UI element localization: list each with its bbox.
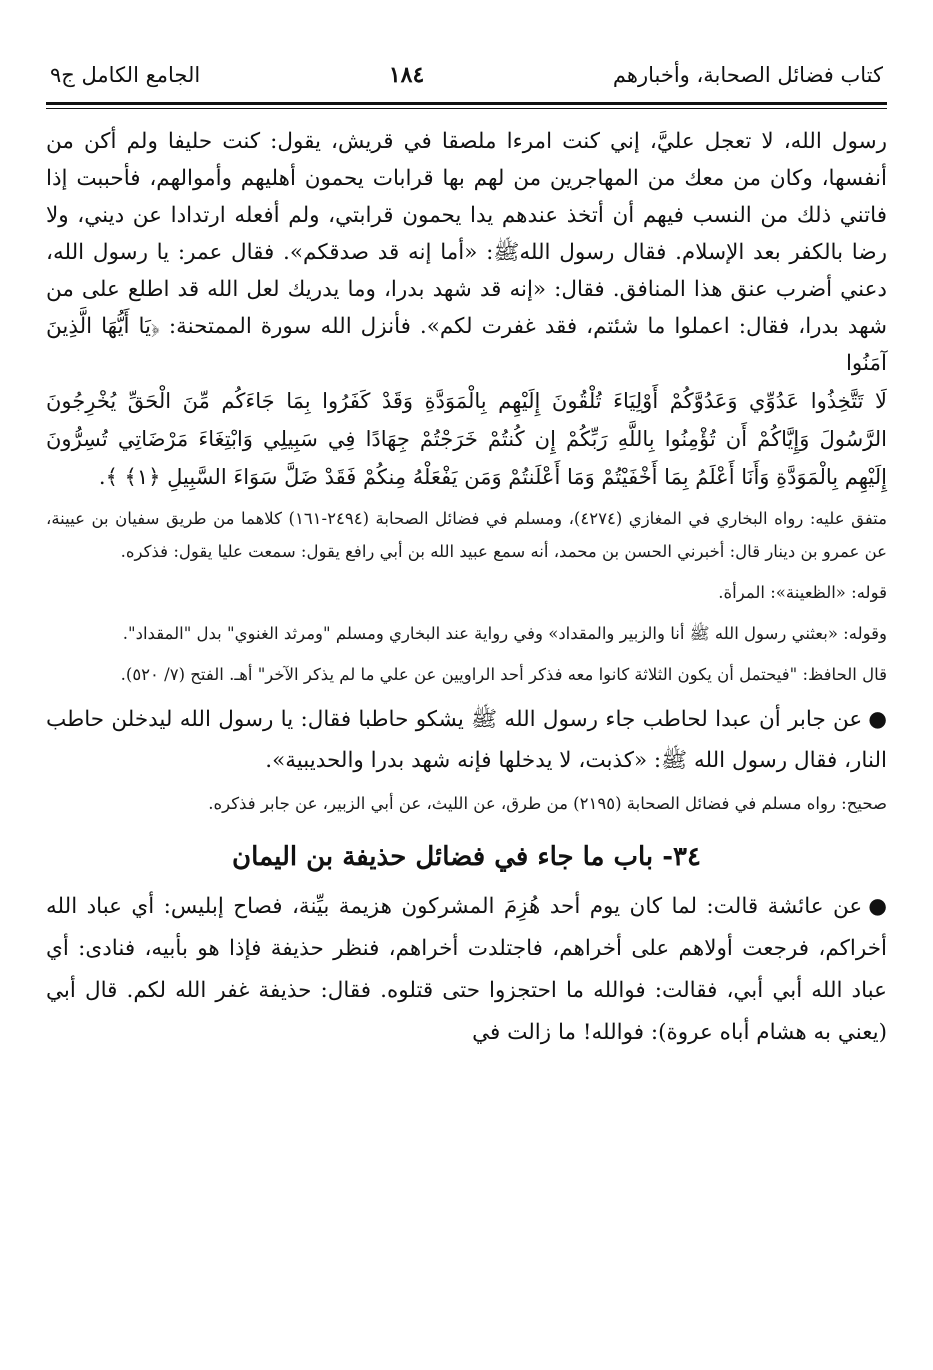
header-book-title: الجامع الكامل ج٩	[50, 63, 201, 87]
hadith-jabir	[46, 699, 887, 781]
hafiz-note: قال الحافظ: "فيحتمل أن يكون الثلاثة كانوا معه فذكر أحد الراويين عن علي ما لم يذكر الآخر" أهـ. الفتح (٧/ ٥٢٠).	[120, 665, 887, 684]
header-chapter-title: كتاب فضائل الصحابة، وأخبارهم	[612, 63, 883, 87]
page-number: ١٨٤	[388, 62, 425, 88]
main-paragraph: رسول الله، لا تعجل عليَّ، إني كنت امرءا ملصقا في قريش، يقول: كنت حليفا ولم أكن من أنفسها، وكان من معك من المهاجرين من لهم بها قرابات يحمون أهليهم وأموالهم، فأحببت إذا فاتني ذلك من النسب فيهم أن أتخذ عندهم يدا يحمون قرابتي، ولم أفعله ارتدادا عن ديني، ولا رضا بالكفر بعد الإسلام. فقال رسول اللهﷺ: «أما إنه قد صدقكم». فقال عمر: يا رسول الله، دعني أضرب عنق هذا المنافق. فقال: «إنه قد شهد بدرا، وما يدريك لعل الله قد اطلع على من شهد بدرا، فقال: اعملوا ما شئتم، فقد غفرت لكم». فأنزل الله سورة الممتحنة: ﴿يَا أَيُّهَا الَّذِينَ آمَنُوا	[46, 129, 887, 376]
gloss-note-riwaya: وقوله: «بعثني رسول الله ﷺ أنا والزبير والمقداد» وفي رواية عند البخاري ومسلم "ومرثد الغنوي" بدل "المقداد".	[122, 624, 887, 643]
hadith-aisha-text: عن عائشة قالت: لما كان يوم أحد هُزِمَ المشركون هزيمة بيِّنة، فصاح إبليس: أي عباد الله أخراكم، فرجعت أولاهم على أخراهم، فاجتلدت أخراهم، فنظر حذيفة فإذا هو بأبيه، فنادى: أي عباد الله أبي أبي، فقالت: فوالله ما احتجزوا حتى قتلوه. فقال: حذيفة غفر الله لكم. قال أبي (يعني به هشام أباه عروة): فوالله! ما زالت في	[46, 894, 887, 1045]
running-header	[46, 62, 887, 102]
bullet-icon: ●	[868, 707, 887, 732]
section-heading: ٣٤- باب ما جاء في فضائل حذيفة بن اليمان	[232, 842, 701, 872]
header-rule-thick	[46, 102, 887, 105]
bullet-icon: ●	[868, 894, 887, 919]
gloss-note-zaina: قوله: «الظعينة»: المرأة.	[718, 583, 887, 602]
hadith-aisha	[46, 886, 887, 1054]
quran-verse: لَا تَتَّخِذُوا عَدُوِّي وَعَدُوَّكُمْ أَوْلِيَاءَ تُلْقُونَ إِلَيْهِم بِالْمَوَدَّةِ وَقَدْ كَفَرُوا بِمَا جَاءَكُم مِّنَ الْحَقِّ يُخْرِجُونَ الرَّسُولَ وَإِيَّاكُمْ أَن تُؤْمِنُوا بِاللَّهِ رَبِّكُمْ إِن كُنتُمْ خَرَجْتُمْ جِهَادًا فِي سَبِيلِي وَابْتِغَاءَ مَرْضَاتِي تُسِرُّونَ إِلَيْهِم بِالْمَوَدَّةِ وَأَنَا أَعْلَمُ بِمَا أَخْفَيْتُمْ وَمَا أَعْلَنتُمْ وَمَن يَفْعَلْهُ مِنكُمْ فَقَدْ ضَلَّ سَوَاءَ السَّبِيلِ ﴿١﴾ ﴾.	[46, 389, 887, 489]
hadith-jabir-takhrij: صحيح: رواه مسلم في فضائل الصحابة (٢١٩٥) من طرق، عن الليث، عن أبي الزبير، عن جابر فذكره.	[208, 794, 887, 813]
hadith-jabir-text: عن جابر أن عبدا لحاطب جاء رسول الله ﷺ يشكو حاطبا فقال: يا رسول الله ليدخلن حاطب النار، فقال رسول الله ﷺ: «كذبت، لا يدخلها فإنه شهد بدرا والحديبية».	[46, 707, 887, 773]
header-rule-thin	[46, 108, 887, 109]
takhrij-note: متفق عليه: رواه البخاري في المغازي (٤٢٧٤)، ومسلم في فضائل الصحابة (٢٤٩٤-١٦١) كلاهما من طريق سفيان بن عيينة، عن عمرو بن دينار قال: أخبرني الحسن بن محمد، أنه سمع عبيد الله بن أبي رافع يقول: سمعت عليا يقول: فذكره.	[46, 509, 887, 561]
